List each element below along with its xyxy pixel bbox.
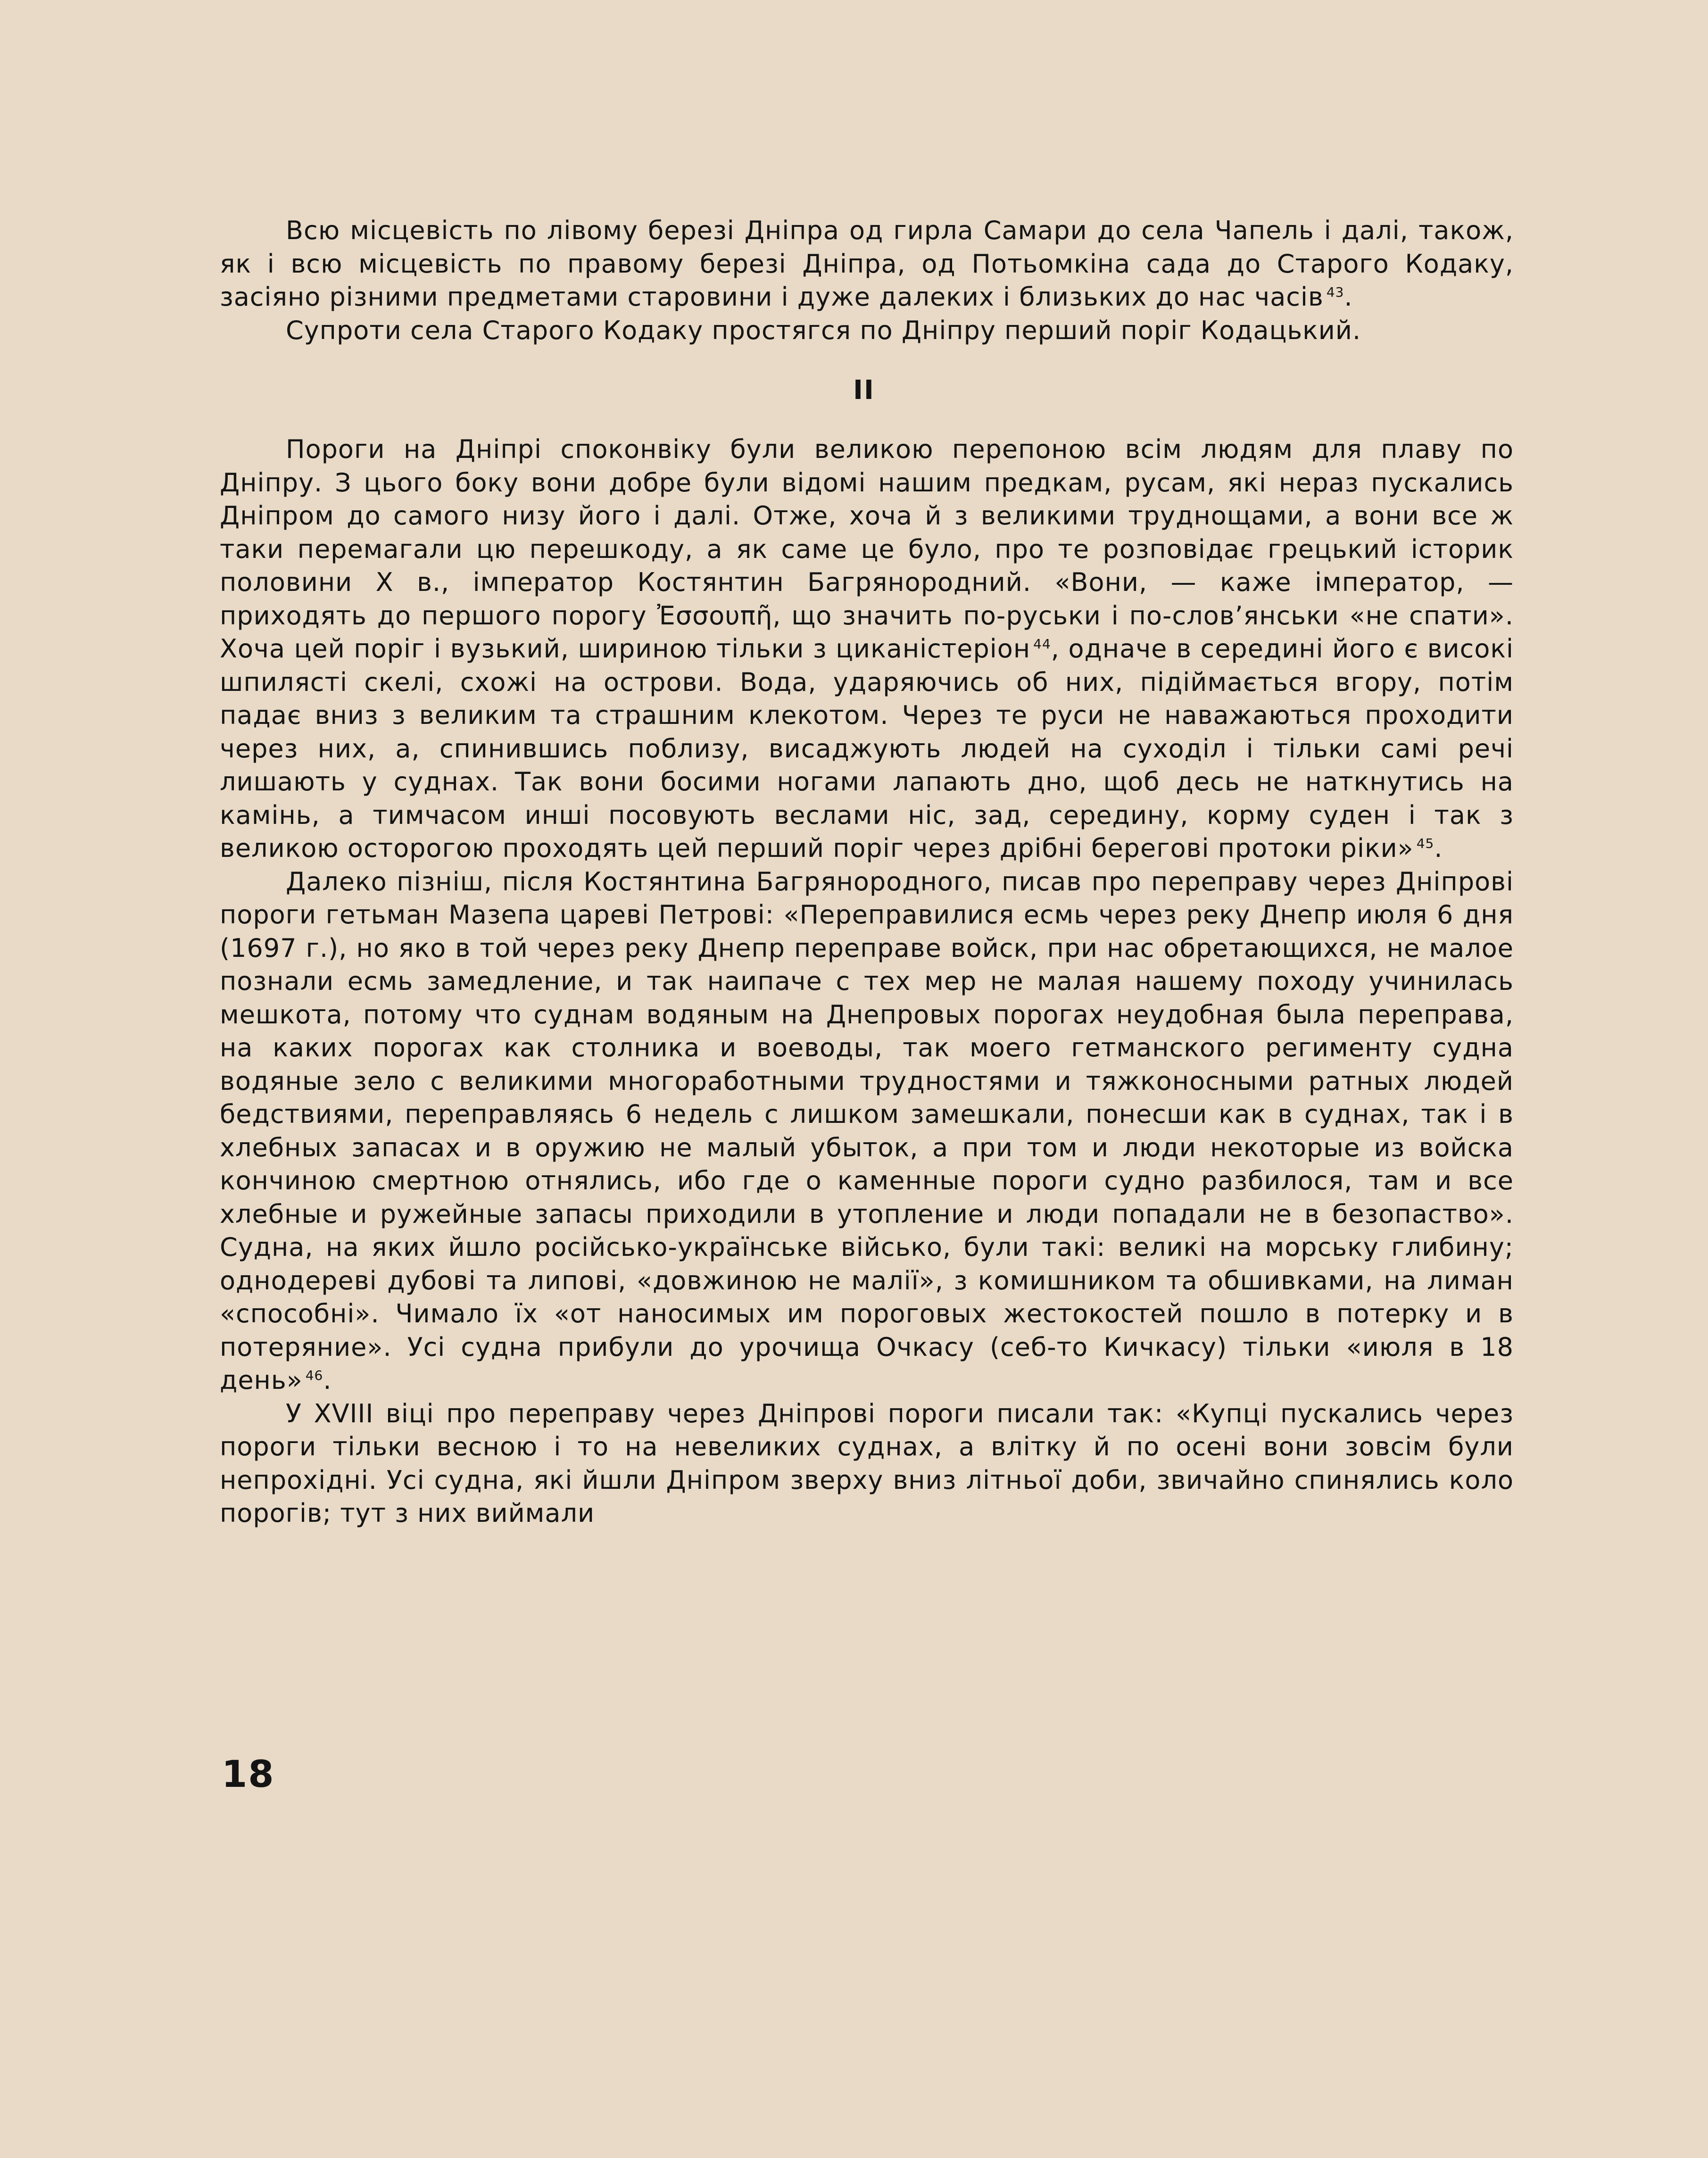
footnote-ref-46[interactable]: 46 xyxy=(305,1368,323,1383)
top-spacer xyxy=(220,197,1514,214)
footnote-ref-44[interactable]: 44 xyxy=(1033,636,1051,652)
paragraph-4-tail: . xyxy=(323,1365,332,1395)
paragraph-3 xyxy=(220,433,1514,865)
paragraph-4-text: Далеко пізніш, після Костянтина Багрянородного, писав про переправу через Дніпрові пороги гетьман Мазепа цареві Петрові: «Переправилися есмь через реку Днепр июля 6 дня (1697 г.), но яко в той через реку Днепр переправе войск, при нас обретающихся, не малое познали есмь замедление, и так наипаче с тех мер не малая нашему походу учинилась мешкота, потому что суднам водяным на Днепровых порогах неудобная была переправа, на каких порогах как столника и воеводы, так моего гетманского регименту судна водяные зело с великими многоработными трудностями и тяжконосными ратных людей бедствиями, переправляясь 6 недель с лишком замешкали, понесши как в суднах, так і в хлебных запасах и в оружию не малый убыток, а при том и люди некоторые из войска кончиною смертною отнялись, ибо где о каменные пороги судно разбилося, там и все хлебные и ружейные запасы приходили в утопление и люди попадали не в безопаство». Судна, на яких йшло російсько-українське військо, були такі: великі на морську глибину; однодереві дубові та липові, «довжиною не малії», з комишником та обшивками, на лиман «способні». Чимало їх «от наносимых им пороговых жестокостей пошло в потерку и в потеряние». Усі судна прибули до урочища Очкасу (себ-то Кичкасу) тільки «июля в 18 день» xyxy=(220,866,1514,1395)
paragraph-5-text: У XVIII віці про переправу через Дніпрові пороги писали так: «Купці пускались через пороги тільки весною і то на невеликих суднах, а влітку й по осені вони зовсім були непрохідні. Усі судна, які йшли Дніпром зверху вниз літньої доби, звичайно спинялись коло порогів; тут з них виймали xyxy=(220,1398,1514,1528)
paragraph-3-end: . xyxy=(1434,833,1443,863)
paragraph-1-tail: . xyxy=(1344,282,1353,312)
paragraph-3-text: Пороги на Дніпрі споконвіку були великою перепоною всім людям для плаву по Дніпру. З цього боку вони добре були відомі нашим предкам, русам, які нераз пускались Дніпром до самого низу його і далі. Отже, хоча й з великими труднощами, а вони все ж таки перемагали цю перешкоду, а як саме це було, про те розповідає грецький історик половини X в., імператор Костянтин Багрянородний. «Вони, — каже імператор, — приходять до першого порогу Ἐσσουπῆ, що значить по-руськи і по-слов’янськи «не спати». Хоча цей поріг і вузький, шириною тільки з циканістеріон xyxy=(220,434,1514,664)
page-number: 18 xyxy=(222,1753,275,1796)
page-text-block xyxy=(220,197,1514,1530)
footnote-ref-45[interactable]: 45 xyxy=(1416,836,1434,851)
paragraph-2 xyxy=(220,314,1514,348)
section-heading-label: II xyxy=(853,374,875,406)
paragraph-2-text: Супроти села Старого Кодаку простягся по Дніпру перший поріг Кодацький. xyxy=(286,315,1361,345)
paragraph-3-tail: , одначе в середині його є високі шпилясті скелі, схожі на острови. Вода, ударяючись об них, підіймається вгору, потім падає вниз з великим та страшним клекотом. Через те руси не наважаються проходити через них, а, спинившись поблизу, висаджують людей на суходіл і тільки самі речі лишають у суднах. Так вони босими ногами лапають дно, щоб десь не наткнутись на камінь, а тимчасом инші посовують веслами ніс, зад, середину, корму суден і так з великою осторогою проходять цей перший поріг через дрібні берегові протоки ріки» xyxy=(220,634,1514,863)
paragraph-1 xyxy=(220,214,1514,314)
footnote-ref-43[interactable]: 43 xyxy=(1326,284,1344,300)
paragraph-5 xyxy=(220,1397,1514,1530)
section-heading xyxy=(220,347,1514,433)
paragraph-1-text: Всю місцевість по лівому березі Дніпра од гирла Самари до села Чапель і далі, також, як і всю місцевість по правому березі Дніпра, од Потьомкіна сада до Старого Кодаку, засіяно різними предметами старовини і дуже далеких і близьких до нас часів xyxy=(220,216,1514,312)
paragraph-4 xyxy=(220,865,1514,1397)
